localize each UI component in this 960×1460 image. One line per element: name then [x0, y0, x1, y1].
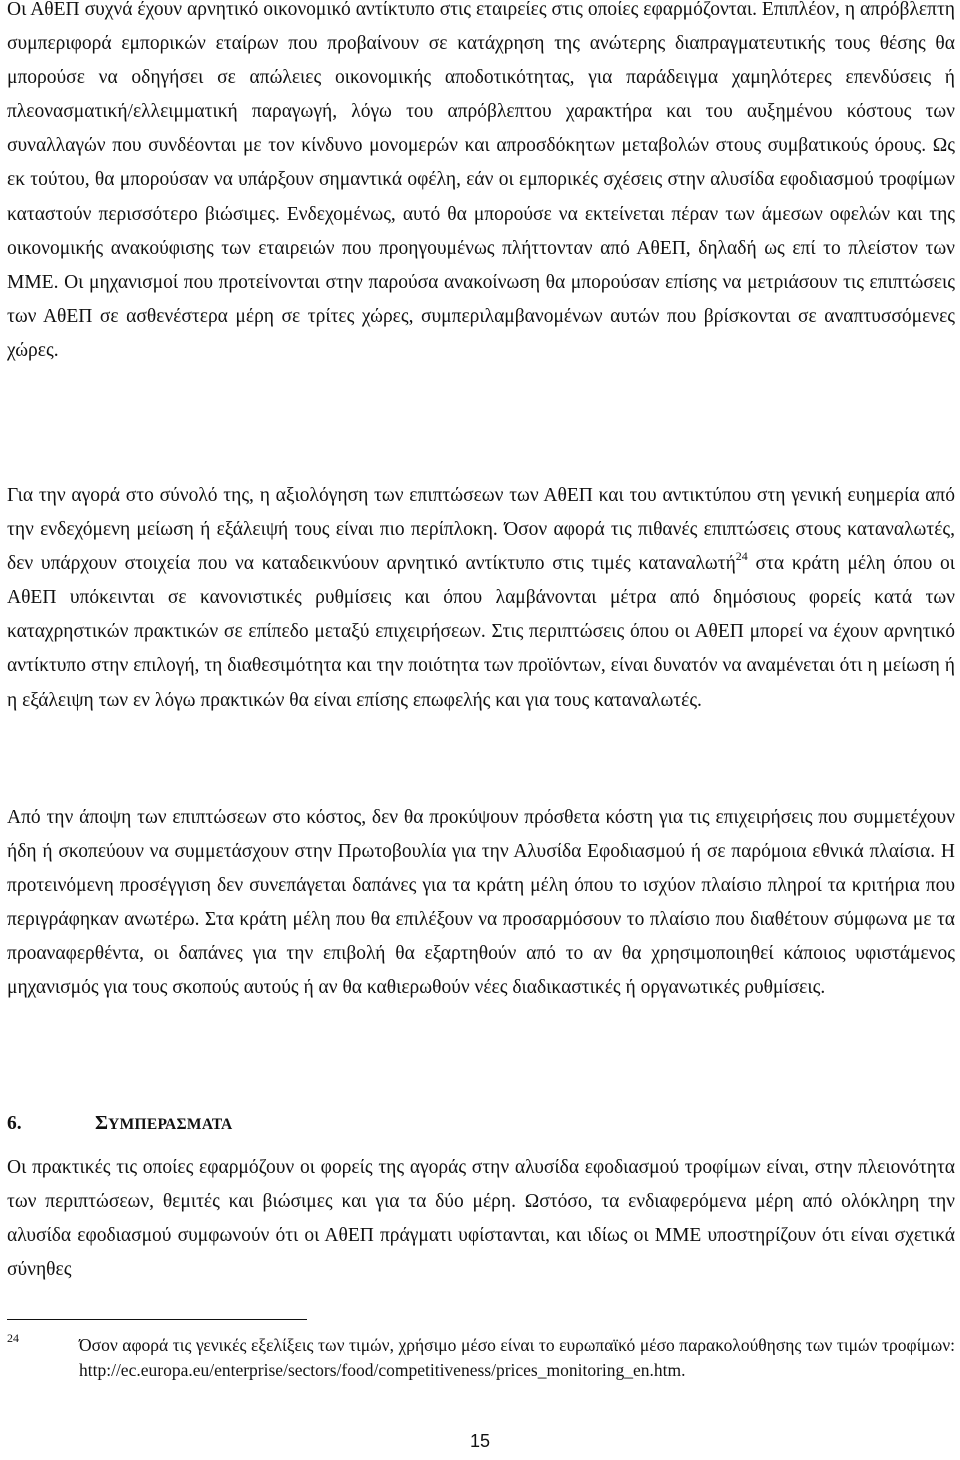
paragraph-impact-on-companies: Οι ΑθΕΠ συχνά έχουν αρνητικό οικονομικό αντίκτυπο στις εταιρείες στις οποίες εφαρμόζονται. Επιπλέον, η απρόβλεπτη συμπεριφορά εμπορικών εταίρων που προβαίνουν σε κατάχρηση της ανώτερης διαπραγματευτικής τους θέσης θα μπορούσε να οδηγήσει σε απώλειες οικονομικής αποδοτικότητας, για παράδειγμα χαμηλότερες επενδύσεις ή πλεονασματική/ελλειμματική παραγωγή, λόγω του απρόβλεπτου χαρακτήρα και του αυξημένου κόστους των συναλλαγών που συνδέονται με τον κίνδυνο μονομερών και απροσδόκητων μεταβολών στους συμβατικούς όρους. Ως εκ τούτου, θα μπορούσαν να υπάρξουν σημαντικά οφέλη, εάν οι εμπορικές σχέσεις στην αλυσίδα εφοδιασμού τροφίμων καταστούν περισσότερο βιώσιμες. Ενδεχομένως, αυτό θα μπορούσε να εκτείνεται πέραν των άμεσων οφελών και της οικονομικής ανακούφισης των εταιρειών που προηγουμένως πλήττονταν από ΑθΕΠ, δηλαδή ως επί το πλείστον των ΜΜΕ. Οι μηχανισμοί που προτείνονται στην παρούσα ανακοίνωση θα μπορούσαν επίσης να μετριάσουν τις επιπτώσεις των ΑθΕΠ σε ασθενέστερα μέρη σε τρίτες χώρες, συμπεριλαμβανομένων αυτών που βρίσκονται σε αναπτυσσόμενες χώρες.: [7, 0, 955, 361]
paragraph-costs: Από την άποψη των επιπτώσεων στο κόστος, δεν θα προκύψουν πρόσθετα κόστη για τις επιχειρήσεις που συμμετέχουν ήδη ή σκοπεύουν να συμμετάσχουν στην Πρωτοβουλία για την Αλυσίδα Εφοδιασμού ή σε παρόμοια εθνικά πλαίσια. Η προτεινόμενη προσέγγιση δεν συνεπάγεται δαπάνες για τα κράτη μέλη όπου το ισχύον πλαίσιο πληροί τα κριτήρια που περιγράφηκαν ανωτέρω. Στα κράτη μέλη που θα επιλέξουν να προσαρμόσουν το πλαίσιο που διαθέτουν σύμφωνα με τα προαναφερθέντα, οι δαπάνες για την επιβολή θα εξαρτηθούν από το αν θα χρησιμοποιηθεί κάποιος υφιστάμενος μηχανισμός για τους σκοπούς αυτούς ή αν θα καθιερωθούν νέες διαδικαστικές ή οργανωτικές ρυθμίσεις.: [7, 807, 955, 999]
section-number: 6.: [7, 1113, 22, 1134]
footnote-reference[interactable]: 24: [735, 548, 748, 563]
paragraph-conclusions: Οι πρακτικές τις οποίες εφαρμόζουν οι φορείς της αγοράς στην αλυσίδα εφοδιασμού τροφίμων είναι, στην πλειονότητα των περιπτώσεων, θεμιτές και βιώσιμες και για τα δύο μέρη. Ωστόσο, τα ενδιαφερόμενα μέρη από ολόκληρη την αλυσίδα εφοδιασμού συμφωνούν ότι οι ΑθΕΠ πράγματι υφίστανται, και ιδίως οι ΜΜΕ υποστηρίζουν ότι είναι σχετικά σύνηθες: [7, 1157, 955, 1281]
paragraph-market-consumers: [7, 479, 955, 718]
section-heading: [7, 1108, 232, 1140]
paragraph-text: στα κράτη μέλη όπου οι ΑθΕΠ υπόκεινται σε κανονιστικές ρυθμίσεις και όπου λαμβάνονται μέτρα από δημόσιους φορείς κατά των καταχρηστικών πρακτικών σε επίπεδο μεταξύ επιχειρήσεων. Στις περιπτώσεις όπου οι ΑθΕΠ μπορεί να έχουν αρνητικό αντίκτυπο στην επιλογή, τη διαθεσιμότητα και την ποιότητα των προϊόντων, είναι δυνατόν να αναμένεται ότι η μείωση ή η εξάλειψη των εν λόγω πρακτικών θα είναι επίσης επωφελής και για τους καταναλωτές.: [7, 553, 956, 711]
footnote-number: 24: [7, 1331, 19, 1345]
paragraph-text: Για την αγορά στο σύνολό της, η αξιολόγηση των επιπτώσεων των ΑθΕΠ και του αντικτύπου στη γενική ευημερία από την ενδεχόμενη μείωση ή εξάλειψή τους είναι πιο περίπλοκη. Όσον αφορά τις πιθανές επιπτώσεις στους καταναλωτές, δεν υπάρχουν στοιχεία που να καταδεικνύουν αρνητικό αντίκτυπο στις τιμές καταναλωτή: [7, 485, 955, 575]
page-number: 15: [469, 1431, 491, 1451]
section-title-initial: Σ: [95, 1112, 109, 1134]
section-title: ΥΜΠΕΡΑΣΜΑΤΑ: [108, 1116, 233, 1133]
footnote-separator: [7, 1319, 307, 1320]
footnote-text: Όσον αφορά τις γενικές εξελίξεις των τιμών, χρήσιμο μέσο είναι το ευρωπαϊκό μέσο παρακολούθησης των τιμών τροφίμων: http://ec.europa.eu/enterprise/sectors/food/competitiveness/prices_monitoring_en.htm.: [79, 1335, 955, 1380]
